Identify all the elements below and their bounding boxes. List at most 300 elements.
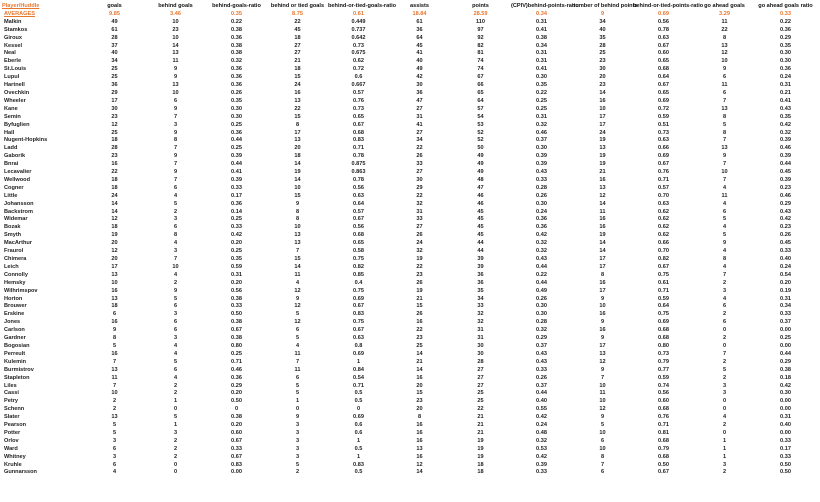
stat-cell[interactable]: 0.50 — [658, 461, 669, 468]
stat-cell[interactable]: 0.26 — [780, 232, 791, 239]
stat-cell[interactable]: 13 — [599, 350, 606, 357]
average-cell[interactable]: 3.46 — [170, 10, 181, 17]
stat-cell[interactable]: 41 — [416, 50, 423, 57]
stat-cell[interactable]: 7 — [173, 113, 178, 120]
stat-cell[interactable]: 0.36 — [536, 216, 547, 223]
stat-cell[interactable]: 0.30 — [780, 390, 791, 397]
stat-cell[interactable]: 0.67 — [231, 453, 242, 460]
stat-cell[interactable]: 12 — [599, 358, 606, 365]
stat-cell[interactable]: 0 — [356, 406, 361, 413]
stat-cell[interactable]: 64 — [477, 97, 484, 104]
stat-cell[interactable]: 0.38 — [231, 414, 242, 421]
stat-cell[interactable]: 5 — [112, 429, 117, 436]
column-header[interactable]: assists — [410, 3, 429, 9]
stat-cell[interactable]: 16 — [599, 224, 606, 231]
player-name-cell[interactable]: Stamkos — [4, 26, 28, 33]
stat-cell[interactable]: 41 — [416, 121, 423, 128]
stat-cell[interactable]: 0.68 — [658, 66, 669, 73]
stat-cell[interactable]: 40 — [599, 26, 606, 33]
stat-cell[interactable]: 45 — [477, 208, 484, 215]
stat-cell[interactable]: 22 — [477, 406, 484, 413]
stat-cell[interactable]: 2 — [722, 335, 727, 342]
stat-cell[interactable]: 0.75 — [353, 256, 364, 262]
stat-cell[interactable]: 16 — [416, 319, 423, 326]
stat-cell[interactable]: 3 — [173, 248, 178, 255]
stat-cell[interactable]: 0.45 — [780, 169, 791, 176]
column-header[interactable]: behind-or-tied-points-ratio — [633, 3, 704, 9]
stat-cell[interactable]: 6 — [173, 224, 178, 231]
stat-cell[interactable]: 36 — [477, 271, 484, 278]
stat-cell[interactable]: 0.34 — [780, 303, 791, 310]
average-cell[interactable]: 0.33 — [780, 10, 791, 17]
stat-cell[interactable]: 31 — [477, 327, 484, 334]
stat-cell[interactable]: 0.35 — [780, 113, 791, 120]
stat-cell[interactable]: 0.00 — [780, 406, 791, 413]
stat-cell[interactable]: 0.36 — [231, 66, 242, 73]
stat-cell[interactable]: 0.38 — [231, 295, 242, 302]
stat-cell[interactable]: 36 — [416, 89, 423, 96]
stat-cell[interactable]: 8 — [295, 121, 300, 128]
stat-cell[interactable]: 0.42 — [780, 216, 791, 223]
stat-cell[interactable]: 27 — [294, 42, 301, 49]
stat-cell[interactable]: 0.32 — [536, 437, 547, 444]
stat-cell[interactable]: 0.42 — [231, 232, 242, 239]
stat-cell[interactable]: 0.75 — [353, 319, 364, 326]
stat-cell[interactable]: 92 — [477, 34, 484, 41]
stat-cell[interactable]: 25 — [111, 74, 118, 81]
stat-cell[interactable]: 0.39 — [231, 176, 242, 183]
stat-cell[interactable]: 49 — [477, 169, 484, 176]
stat-cell[interactable]: 47 — [416, 97, 423, 104]
stat-cell[interactable]: 0.32 — [536, 327, 547, 334]
stat-cell[interactable]: 0.30 — [780, 50, 791, 57]
stat-cell[interactable]: 5 — [722, 366, 727, 373]
stat-cell[interactable]: 0.65 — [353, 113, 364, 120]
player-name-cell[interactable]: Eberle — [4, 58, 22, 65]
player-name-cell[interactable]: Whitney — [4, 453, 26, 460]
stat-cell[interactable]: 21 — [599, 169, 606, 176]
stat-cell[interactable]: 0.33 — [536, 469, 547, 476]
stat-cell[interactable]: 9 — [173, 66, 178, 73]
stat-cell[interactable]: 0.20 — [231, 240, 242, 247]
stat-cell[interactable]: 0.67 — [658, 42, 669, 49]
stat-cell[interactable]: 15 — [294, 74, 301, 81]
stat-cell[interactable]: 2 — [722, 311, 727, 318]
stat-cell[interactable]: 48 — [477, 176, 484, 183]
stat-cell[interactable]: 45 — [477, 232, 484, 239]
stat-cell[interactable]: 3 — [173, 311, 178, 318]
stat-cell[interactable]: 2 — [173, 208, 178, 215]
stat-cell[interactable]: 0.36 — [231, 200, 242, 207]
stat-cell[interactable]: 0.66 — [658, 145, 669, 152]
player-name-cell[interactable]: Fraurol — [4, 248, 24, 255]
stat-cell[interactable]: 0.57 — [353, 208, 364, 215]
stat-cell[interactable]: 31 — [477, 335, 484, 342]
stat-cell[interactable]: 16 — [599, 216, 606, 223]
stat-cell[interactable]: 0.25 — [231, 145, 242, 152]
stat-cell[interactable]: 4 — [722, 263, 727, 270]
stat-cell[interactable]: 26 — [416, 153, 423, 160]
stat-cell[interactable]: 9 — [600, 414, 605, 421]
stat-cell[interactable]: 0.81 — [658, 429, 669, 436]
stat-cell[interactable]: 0.32 — [536, 240, 547, 247]
stat-cell[interactable]: 8 — [112, 335, 117, 342]
stat-cell[interactable]: 0.14 — [231, 208, 242, 215]
stat-cell[interactable]: 10 — [599, 382, 606, 389]
stat-cell[interactable]: 27 — [294, 50, 301, 57]
stat-cell[interactable]: 0.31 — [536, 58, 547, 65]
stat-cell[interactable]: 2 — [722, 469, 727, 476]
stat-cell[interactable]: 3 — [722, 390, 727, 397]
stat-cell[interactable]: 17 — [599, 342, 606, 349]
stat-cell[interactable]: 5 — [295, 390, 300, 397]
stat-cell[interactable]: 0.46 — [780, 145, 791, 152]
stat-cell[interactable]: 0.44 — [536, 279, 547, 286]
stat-cell[interactable]: 0.19 — [780, 287, 791, 294]
stat-cell[interactable]: 0.23 — [780, 184, 791, 191]
stat-cell[interactable]: 8 — [722, 256, 727, 262]
stat-cell[interactable]: 32 — [477, 319, 484, 326]
stat-cell[interactable]: 0.67 — [231, 437, 242, 444]
stat-cell[interactable]: 13 — [416, 445, 423, 452]
stat-cell[interactable]: 0.42 — [536, 232, 547, 239]
stat-cell[interactable]: 44 — [477, 248, 484, 255]
stat-cell[interactable]: 0.41 — [231, 169, 242, 176]
stat-cell[interactable]: 0.43 — [536, 169, 547, 176]
average-cell[interactable]: 0.35 — [231, 10, 242, 17]
stat-cell[interactable]: 97 — [477, 26, 484, 33]
stat-cell[interactable]: 0.75 — [658, 311, 669, 318]
stat-cell[interactable]: 9 — [295, 295, 300, 302]
stat-cell[interactable]: 0.40 — [780, 422, 791, 429]
stat-cell[interactable]: 25 — [111, 66, 118, 73]
player-name-cell[interactable]: Perreult — [4, 350, 26, 357]
stat-cell[interactable]: 10 — [111, 390, 118, 397]
stat-cell[interactable]: 0.24 — [536, 208, 547, 215]
stat-cell[interactable]: 0.23 — [780, 224, 791, 231]
player-name-cell[interactable]: Lecavalier — [4, 169, 32, 176]
stat-cell[interactable]: 0.42 — [536, 414, 547, 421]
stat-cell[interactable]: 0.41 — [536, 66, 547, 73]
stat-cell[interactable]: 29 — [416, 184, 423, 191]
stat-cell[interactable]: 32 — [477, 311, 484, 318]
stat-cell[interactable]: 0.17 — [780, 445, 791, 452]
stat-cell[interactable]: 12 — [111, 216, 118, 223]
stat-cell[interactable]: 15 — [294, 192, 301, 199]
stat-cell[interactable]: 21 — [294, 58, 301, 65]
stat-cell[interactable]: 8 — [417, 414, 422, 421]
stat-cell[interactable]: 0.71 — [658, 422, 669, 429]
stat-cell[interactable]: 22 — [416, 192, 423, 199]
stat-cell[interactable]: 0.79 — [658, 445, 669, 452]
stat-cell[interactable]: 13 — [294, 97, 301, 104]
stat-cell[interactable]: 7 — [173, 145, 178, 152]
stat-cell[interactable]: 0.68 — [658, 335, 669, 342]
stat-cell[interactable]: 0.30 — [536, 74, 547, 81]
stat-cell[interactable]: 0.26 — [536, 374, 547, 381]
stat-cell[interactable]: 0.20 — [231, 279, 242, 286]
stat-cell[interactable]: 12 — [599, 192, 606, 199]
stat-cell[interactable]: 14 — [111, 208, 118, 215]
stat-cell[interactable]: 0.863 — [351, 169, 366, 176]
stat-cell[interactable]: 19 — [477, 445, 484, 452]
stat-cell[interactable]: 0.00 — [780, 342, 791, 349]
stat-cell[interactable]: 0.67 — [231, 327, 242, 334]
stat-cell[interactable]: 19 — [477, 437, 484, 444]
stat-cell[interactable]: 20 — [111, 256, 118, 262]
stat-cell[interactable]: 7 — [600, 374, 605, 381]
stat-cell[interactable]: 0.68 — [658, 453, 669, 460]
player-name-cell[interactable]: St.Louis — [4, 66, 27, 73]
stat-cell[interactable]: 0.55 — [536, 406, 547, 413]
stat-cell[interactable]: 16 — [111, 350, 118, 357]
player-name-cell[interactable]: Byfuglien — [4, 121, 30, 128]
stat-cell[interactable]: 5 — [600, 422, 605, 429]
stat-cell[interactable]: 0.70 — [658, 248, 669, 255]
stat-cell[interactable]: 0.69 — [658, 319, 669, 326]
stat-cell[interactable]: 45 — [477, 216, 484, 223]
average-cell[interactable]: 9 — [600, 10, 605, 17]
player-name-cell[interactable]: Jones — [4, 319, 21, 326]
stat-cell[interactable]: 15 — [294, 256, 301, 262]
stat-cell[interactable]: 0.68 — [353, 129, 364, 136]
stat-cell[interactable]: 0.22 — [231, 18, 242, 25]
stat-cell[interactable]: 19 — [599, 161, 606, 168]
stat-cell[interactable]: 7 — [722, 161, 727, 168]
stat-cell[interactable]: 19 — [477, 453, 484, 460]
stat-cell[interactable]: 0.38 — [231, 335, 242, 342]
stat-cell[interactable]: 5 — [112, 422, 117, 429]
stat-cell[interactable]: 0.31 — [780, 295, 791, 302]
stat-cell[interactable]: 46 — [477, 200, 484, 207]
stat-cell[interactable]: 0.32 — [536, 248, 547, 255]
stat-cell[interactable]: 0.63 — [658, 137, 669, 144]
stat-cell[interactable]: 11 — [111, 374, 118, 381]
stat-cell[interactable]: 0.82 — [658, 256, 669, 262]
stat-cell[interactable]: 0.39 — [780, 153, 791, 160]
stat-cell[interactable]: 0.77 — [658, 366, 669, 373]
stat-cell[interactable]: 0.40 — [536, 398, 547, 405]
stat-cell[interactable]: 0.83 — [353, 137, 364, 144]
player-name-cell[interactable]: Burmistrov — [4, 366, 34, 373]
stat-cell[interactable]: 39 — [477, 256, 484, 262]
player-name-cell[interactable]: MacArthur — [4, 240, 32, 247]
stat-cell[interactable]: 26 — [416, 279, 423, 286]
stat-cell[interactable]: 5 — [295, 311, 300, 318]
player-name-cell[interactable]: Ladd — [4, 145, 18, 152]
stat-cell[interactable]: 14 — [599, 248, 606, 255]
stat-cell[interactable]: 0.67 — [658, 82, 669, 89]
stat-cell[interactable]: 7 — [295, 248, 300, 255]
stat-cell[interactable]: 1 — [722, 445, 727, 452]
stat-cell[interactable]: 0.667 — [351, 82, 366, 89]
stat-cell[interactable]: 1 — [356, 453, 361, 460]
stat-cell[interactable]: 5 — [722, 232, 727, 239]
stat-cell[interactable]: 18 — [477, 469, 484, 476]
stat-cell[interactable]: 0.57 — [353, 89, 364, 96]
stat-cell[interactable]: 4 — [173, 240, 178, 247]
stat-cell[interactable]: 12 — [111, 248, 118, 255]
averages-label[interactable]: AVERAGES — [4, 10, 35, 17]
stat-cell[interactable]: 6 — [722, 74, 727, 81]
player-name-cell[interactable]: Kane — [4, 105, 18, 112]
column-header[interactable]: go ahead goals — [704, 3, 745, 9]
stat-cell[interactable]: 0.69 — [353, 350, 364, 357]
player-name-cell[interactable]: Hall — [4, 129, 15, 136]
stat-cell[interactable]: 16 — [599, 327, 606, 334]
stat-cell[interactable]: 0.28 — [536, 319, 547, 326]
stat-cell[interactable]: 66 — [477, 82, 484, 89]
stat-cell[interactable]: 26 — [416, 232, 423, 239]
stat-cell[interactable]: 50 — [477, 145, 484, 152]
stat-cell[interactable]: 0.59 — [231, 263, 242, 270]
stat-cell[interactable]: 0.56 — [658, 18, 669, 25]
stat-cell[interactable]: 3 — [112, 453, 117, 460]
stat-cell[interactable]: 32 — [416, 248, 423, 255]
stat-cell[interactable]: 4 — [295, 342, 300, 349]
player-name-cell[interactable]: Schenn — [4, 406, 25, 413]
stat-cell[interactable]: 0.44 — [780, 350, 791, 357]
stat-cell[interactable]: 7 — [722, 271, 727, 278]
stat-cell[interactable]: 47 — [477, 184, 484, 191]
stat-cell[interactable]: 2 — [722, 374, 727, 381]
stat-cell[interactable]: 0.60 — [231, 429, 242, 436]
player-name-cell[interactable]: Kessel — [4, 42, 23, 49]
stat-cell[interactable]: 23 — [111, 153, 118, 160]
stat-cell[interactable]: 2 — [722, 422, 727, 429]
stat-cell[interactable]: 0.22 — [536, 271, 547, 278]
stat-cell[interactable]: 24 — [416, 240, 423, 247]
stat-cell[interactable]: 9 — [600, 335, 605, 342]
stat-cell[interactable]: 0.33 — [780, 311, 791, 318]
stat-cell[interactable]: 23 — [416, 398, 423, 405]
stat-cell[interactable]: 0.33 — [231, 224, 242, 231]
column-header-player[interactable]: Player/Huddle — [2, 3, 40, 9]
stat-cell[interactable]: 11 — [721, 82, 728, 89]
stat-cell[interactable]: 16 — [416, 437, 423, 444]
stat-cell[interactable]: 23 — [599, 82, 606, 89]
stat-cell[interactable]: 0.62 — [353, 58, 364, 65]
stat-cell[interactable]: 20 — [599, 74, 606, 81]
stat-cell[interactable]: 11 — [294, 271, 301, 278]
stat-cell[interactable]: 0.56 — [353, 184, 364, 191]
stat-cell[interactable]: 0.30 — [780, 58, 791, 65]
stat-cell[interactable]: 5 — [295, 335, 300, 342]
stat-cell[interactable]: 0.73 — [658, 350, 669, 357]
stat-cell[interactable]: 0.25 — [231, 121, 242, 128]
stat-cell[interactable]: 18 — [111, 224, 118, 231]
stat-cell[interactable]: 10 — [599, 445, 606, 452]
stat-cell[interactable]: 3 — [173, 216, 178, 223]
stat-cell[interactable]: 0.46 — [231, 366, 242, 373]
stat-cell[interactable]: 0.31 — [231, 271, 242, 278]
stat-cell[interactable]: 13 — [172, 82, 179, 89]
average-cell[interactable]: 0.61 — [353, 10, 364, 17]
stat-cell[interactable]: 3 — [722, 382, 727, 389]
stat-cell[interactable]: 20 — [416, 406, 423, 413]
stat-cell[interactable]: 6 — [112, 461, 117, 468]
stat-cell[interactable]: 33 — [477, 303, 484, 310]
stat-cell[interactable]: 0.875 — [351, 161, 366, 168]
stat-cell[interactable]: 5 — [112, 342, 117, 349]
stat-cell[interactable]: 0.45 — [780, 240, 791, 247]
stat-cell[interactable]: 0.32 — [231, 58, 242, 65]
stat-cell[interactable]: 0.35 — [780, 42, 791, 49]
stat-cell[interactable]: 30 — [599, 66, 606, 73]
average-cell[interactable]: 3.29 — [719, 10, 730, 17]
stat-cell[interactable]: 16 — [599, 97, 606, 104]
player-name-cell[interactable]: Gunnarsson — [4, 469, 37, 476]
stat-cell[interactable]: 45 — [294, 26, 301, 33]
stat-cell[interactable]: 27 — [416, 129, 423, 136]
stat-cell[interactable]: 11 — [294, 366, 301, 373]
stat-cell[interactable]: 0.42 — [780, 382, 791, 389]
player-name-cell[interactable]: Kulemin — [4, 358, 27, 365]
stat-cell[interactable]: 0.44 — [536, 263, 547, 270]
stat-cell[interactable]: 0.00 — [780, 429, 791, 436]
stat-cell[interactable]: 0.6 — [354, 429, 363, 436]
stat-cell[interactable]: 0.53 — [536, 445, 547, 452]
stat-cell[interactable]: 19 — [599, 153, 606, 160]
player-name-cell[interactable]: Hemsky — [4, 279, 26, 286]
stat-cell[interactable]: 49 — [111, 18, 118, 25]
stat-cell[interactable]: 0.00 — [780, 398, 791, 405]
stat-cell[interactable]: 0.33 — [231, 184, 242, 191]
stat-cell[interactable]: 0.25 — [231, 350, 242, 357]
stat-cell[interactable]: 0.59 — [658, 295, 669, 302]
stat-cell[interactable]: 8 — [173, 232, 178, 239]
stat-cell[interactable]: 0.24 — [780, 263, 791, 270]
stat-cell[interactable]: 0.41 — [536, 26, 547, 33]
stat-cell[interactable]: 0.30 — [231, 113, 242, 120]
stat-cell[interactable]: 0.71 — [353, 145, 364, 152]
stat-cell[interactable]: 0.22 — [780, 18, 791, 25]
stat-cell[interactable]: 6 — [295, 327, 300, 334]
stat-cell[interactable]: 4 — [173, 374, 178, 381]
stat-cell[interactable]: 0.78 — [658, 26, 669, 33]
stat-cell[interactable]: 28 — [477, 358, 484, 365]
stat-cell[interactable]: 49 — [416, 66, 423, 73]
stat-cell[interactable]: 0.75 — [658, 271, 669, 278]
stat-cell[interactable]: 24 — [599, 129, 606, 136]
stat-cell[interactable]: 0.56 — [658, 390, 669, 397]
column-header[interactable]: behind goals — [158, 3, 193, 9]
stat-cell[interactable]: 0.8 — [354, 342, 363, 349]
stat-cell[interactable]: 0.33 — [536, 176, 547, 183]
stat-cell[interactable]: 2 — [173, 453, 178, 460]
stat-cell[interactable]: 33 — [416, 216, 423, 223]
stat-cell[interactable]: 0.32 — [536, 121, 547, 128]
stat-cell[interactable]: 17 — [111, 97, 118, 104]
stat-cell[interactable]: 0.00 — [231, 469, 242, 476]
stat-cell[interactable]: 28 — [111, 34, 118, 41]
stat-cell[interactable]: 8 — [722, 34, 727, 41]
player-name-cell[interactable]: Wheeler — [4, 97, 26, 104]
stat-cell[interactable]: 42 — [416, 74, 423, 81]
stat-cell[interactable]: 3 — [295, 445, 300, 452]
stat-cell[interactable]: 0.31 — [780, 82, 791, 89]
stat-cell[interactable]: 5 — [722, 216, 727, 223]
stat-cell[interactable]: 0.25 — [536, 105, 547, 112]
stat-cell[interactable]: 0.64 — [353, 200, 364, 207]
average-cell[interactable]: 0.69 — [658, 10, 669, 17]
stat-cell[interactable]: 0.64 — [658, 74, 669, 81]
stat-cell[interactable]: 1 — [295, 398, 300, 405]
stat-cell[interactable]: 7 — [722, 350, 727, 357]
stat-cell[interactable]: 8 — [600, 271, 605, 278]
stat-cell[interactable]: 16 — [599, 176, 606, 183]
stat-cell[interactable]: 0.5 — [354, 398, 363, 405]
